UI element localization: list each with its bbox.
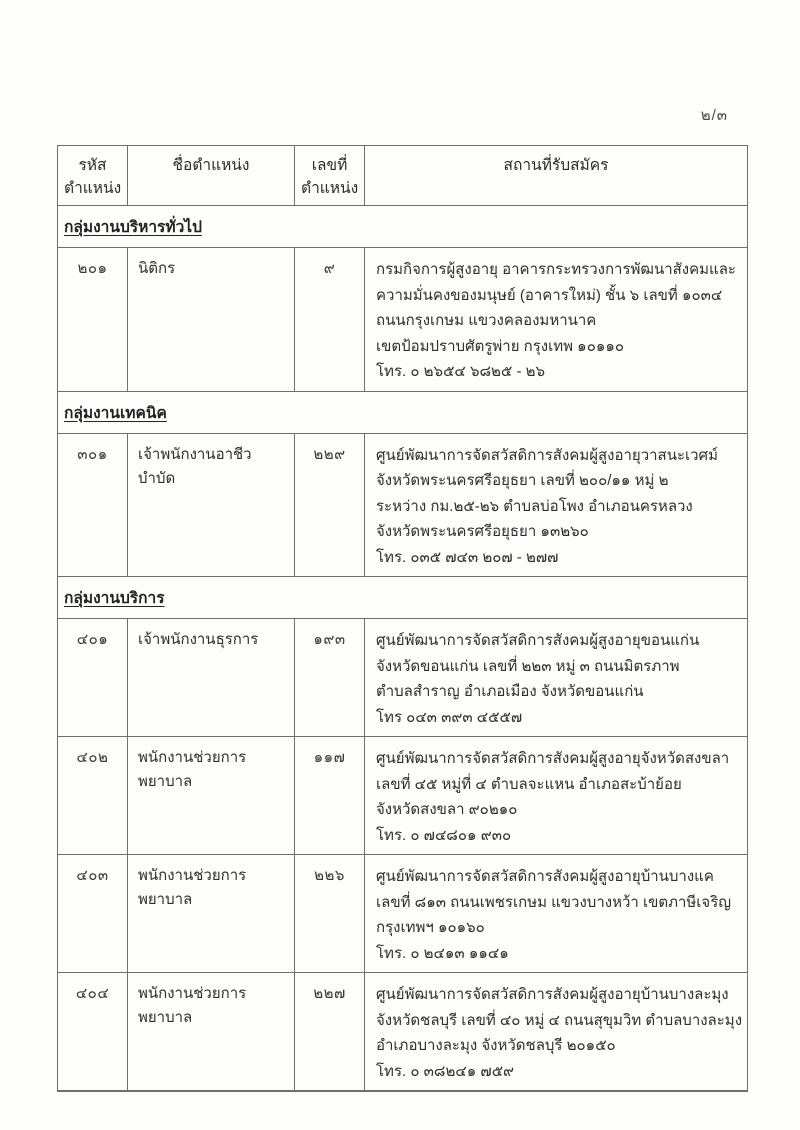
location-line: จังหวัดสงขลา ๙๐๒๑๐ <box>376 801 518 818</box>
position-code: ๔๐๔ <box>58 973 128 1090</box>
table-row <box>58 855 747 973</box>
recruitment-locations-table <box>57 145 748 1092</box>
location-line: จังหวัดขอนแก่น เลขที่ ๒๒๓ หมู่ ๓ ถนนมิตรภาพ <box>376 657 680 675</box>
header-position-number <box>295 146 365 206</box>
location-line: โทร. ๐๓๕ ๗๔๓ ๒๐๗ - ๒๗๗ <box>376 548 559 566</box>
location-line: โทร ๐๔๓ ๓๙๓ ๔๕๕๗ <box>376 708 523 726</box>
table-row <box>58 248 747 392</box>
location-line: ศูนย์พัฒนาการจัดสวัสดิการสังคมผู้สูงอายุจังหวัดสงขลา <box>376 750 730 767</box>
table-row <box>58 973 747 1091</box>
location-line: ตำบลสำราญ อำเภอเมือง จังหวัดขอนแก่น <box>376 683 644 700</box>
section-title: กลุ่มงานเทคนิค <box>64 404 167 422</box>
position-name: พนักงานช่วยการพยาบาล <box>128 973 295 1090</box>
table-header-row <box>58 146 747 206</box>
location-line: ศูนย์พัฒนาการจัดสวัสดิการสังคมผู้สูงอายุบ้านบางละมุง <box>376 986 729 1003</box>
header-line: สถานที่รับสมัคร <box>503 157 609 174</box>
header-line: เลขที่ <box>311 157 348 174</box>
location-line: จังหวัดพระนครศรีอยุธยา เลขที่ ๒๐๐/๑๑ หมู่ ๒ <box>376 472 669 489</box>
location-line: อำเภอบางละมุง จังหวัดชลบุรี ๒๐๑๕๐ <box>376 1037 616 1054</box>
location-line: โทร. ๐ ๗๔๘๐๑ ๙๓๐ <box>376 826 512 844</box>
position-number: ๒๒๙ <box>295 434 365 577</box>
application-location <box>365 619 747 736</box>
position-code: ๔๐๒ <box>58 737 128 854</box>
location-line: ความมั่นคงของมนุษย์ (อาคารใหม่) ชั้น ๖ เลขที่ ๑๐๓๔ <box>376 286 723 304</box>
application-location <box>365 973 750 1090</box>
table-row <box>58 619 747 737</box>
location-line: ระหว่าง กม.๒๕-๒๖ ตำบลบ่อโพง อำเภอนครหลวง <box>376 497 693 515</box>
section-header-service <box>58 577 747 619</box>
location-line: ถนนกรุงเกษม แขวงคลองมหานาค <box>376 312 597 329</box>
position-number: ๒๒๗ <box>295 973 365 1090</box>
header-line: รหัส <box>78 157 107 174</box>
position-name: พนักงานช่วยการพยาบาล <box>128 855 295 972</box>
location-line: ศูนย์พัฒนาการจัดสวัสดิการสังคมผู้สูงอายุบ้านบางแค <box>376 868 714 885</box>
section-title: กลุ่มงานบริการ <box>64 590 165 607</box>
position-number: ๒๒๖ <box>295 855 365 972</box>
application-location <box>365 855 747 972</box>
location-line: กรมกิจการผู้สูงอายุ อาคารกระทรวงการพัฒนาสังคมและ <box>376 261 736 278</box>
header-position-code <box>58 146 128 206</box>
location-line: จังหวัดชลบุรี เลขที่ ๔๐ หมู่ ๔ ถนนสุขุมวิท ตำบลบางละมุง <box>376 1011 743 1029</box>
position-number: ๑๑๗ <box>295 737 365 854</box>
position-code: ๔๐๓ <box>58 855 128 972</box>
location-line: เลขที่ ๔๕ หมู่ที่ ๔ ตำบลจะแหน อำเภอสะบ้าย้อย <box>376 775 682 793</box>
location-line: จังหวัดพระนครศรีอยุธยา ๑๓๒๖๐ <box>376 523 589 540</box>
application-location <box>365 248 747 391</box>
header-line: ชื่อตำแหน่ง <box>172 157 250 174</box>
position-number: ๑๙๓ <box>295 619 365 736</box>
section-header-technical <box>58 392 747 434</box>
location-line: โทร. ๐ ๓๘๒๔๑ ๗๕๙ <box>376 1062 515 1080</box>
position-code: ๓๐๑ <box>58 434 128 577</box>
section-title: กลุ่มงานบริหารทั่วไป <box>64 219 202 236</box>
header-application-location <box>365 146 747 206</box>
location-line: ศูนย์พัฒนาการจัดสวัสดิการสังคมผู้สูงอายุขอนแก่น <box>376 632 700 649</box>
application-location <box>365 434 747 577</box>
location-line: โทร. ๐ ๒๔๑๓ ๑๑๔๑ <box>376 944 509 962</box>
location-line: เขตป้อมปราบศัตรูพ่าย กรุงเทพ ๑๐๑๑๐ <box>376 337 625 355</box>
location-line: ศูนย์พัฒนาการจัดสวัสดิการสังคมผู้สูงอายุวาสนะเวศม์ <box>376 446 718 464</box>
page-number: ๒/๓ <box>700 107 728 124</box>
section-header-general-admin <box>58 206 747 248</box>
header-line: ตำแหน่ง <box>64 180 122 197</box>
table-row <box>58 737 747 855</box>
location-line: เลขที่ ๘๑๓ ถนนเพชรเกษม แขวงบางหว้า เขตภาษีเจริญ <box>376 893 732 911</box>
header-position-name <box>128 146 295 206</box>
application-location <box>365 737 747 854</box>
position-number: ๙ <box>295 248 365 391</box>
location-line: กรุงเทพฯ ๑๐๑๖๐ <box>376 919 485 936</box>
position-name: นิติกร <box>128 248 295 391</box>
header-line: ตำแหน่ง <box>301 180 359 197</box>
position-code: ๔๐๑ <box>58 619 128 736</box>
position-name: เจ้าพนักงานอาชีวบำบัด <box>128 434 295 577</box>
location-line: โทร. ๐ ๒๖๕๔ ๖๘๒๕ - ๒๖ <box>376 363 546 380</box>
table-row <box>58 434 747 578</box>
position-name: พนักงานช่วยการพยาบาล <box>128 737 295 854</box>
position-code: ๒๐๑ <box>58 248 128 391</box>
position-name: เจ้าพนักงานธุรการ <box>128 619 295 736</box>
